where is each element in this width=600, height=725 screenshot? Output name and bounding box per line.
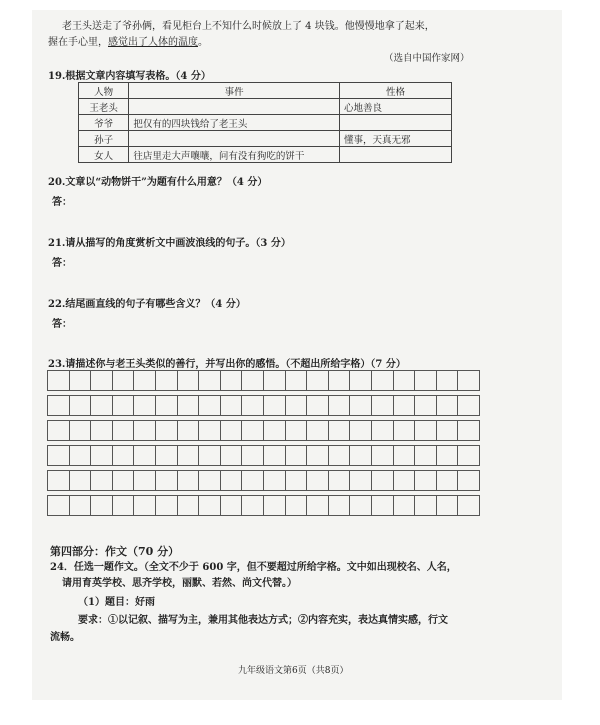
table-row bbox=[79, 99, 452, 115]
grid-cell[interactable] bbox=[393, 495, 416, 516]
grid-cell[interactable] bbox=[155, 445, 178, 466]
grid-cell[interactable] bbox=[69, 420, 92, 441]
grid-cell[interactable] bbox=[263, 370, 286, 391]
grid-cell[interactable] bbox=[69, 495, 92, 516]
grid-cell[interactable] bbox=[393, 420, 416, 441]
grid-cell[interactable] bbox=[133, 420, 156, 441]
page-footer: 九年级语文第6页（共8页） bbox=[238, 666, 349, 676]
grid-cell[interactable] bbox=[371, 445, 394, 466]
essay-topic: （1）题目：好雨 bbox=[78, 597, 155, 608]
grid-cell[interactable] bbox=[241, 495, 264, 516]
q20-answer-label[interactable]: 答： bbox=[52, 197, 72, 208]
table-row bbox=[79, 115, 452, 131]
grid-cell[interactable] bbox=[47, 445, 70, 466]
grid-cell[interactable] bbox=[220, 420, 243, 441]
grid-cell[interactable] bbox=[241, 445, 264, 466]
q22-answer-label[interactable]: 答： bbox=[52, 319, 72, 330]
grid-cell[interactable] bbox=[177, 395, 200, 416]
grid-cell[interactable] bbox=[69, 395, 92, 416]
grid-cell[interactable] bbox=[198, 395, 221, 416]
grid-cell[interactable] bbox=[112, 445, 135, 466]
grid-cell[interactable] bbox=[47, 470, 70, 491]
grid-cell[interactable] bbox=[436, 470, 459, 491]
grid-cell[interactable] bbox=[220, 445, 243, 466]
grid-cell[interactable] bbox=[198, 420, 221, 441]
grid-cell[interactable] bbox=[414, 495, 437, 516]
table-cell-blank[interactable] bbox=[339, 147, 451, 163]
grid-cell[interactable] bbox=[436, 370, 459, 391]
requirement-line-2: 流畅。 bbox=[50, 632, 80, 643]
grid-cell[interactable] bbox=[90, 395, 113, 416]
grid-cell[interactable] bbox=[241, 470, 264, 491]
underlined-sentence: 感觉出了人体的温度 bbox=[108, 37, 198, 48]
grid-cell[interactable] bbox=[263, 495, 286, 516]
grid-cell[interactable] bbox=[371, 395, 394, 416]
table-header: 性格 bbox=[339, 83, 451, 99]
table-cell-blank[interactable] bbox=[129, 131, 340, 147]
passage-source: （选自中国作家网） bbox=[384, 53, 470, 64]
grid-cell[interactable] bbox=[457, 370, 480, 391]
grid-cell[interactable] bbox=[47, 395, 70, 416]
grid-cell[interactable] bbox=[306, 420, 329, 441]
q23-title: 23.请描述你与老王头类似的善行，并写出你的感悟。（不超出所给字格）（7 分） bbox=[48, 359, 406, 370]
grid-cell[interactable] bbox=[393, 395, 416, 416]
grid-cell[interactable] bbox=[328, 470, 351, 491]
grid-cell[interactable] bbox=[371, 495, 394, 516]
grid-cell[interactable] bbox=[90, 495, 113, 516]
table-cell: 懂事，天真无邪 bbox=[339, 131, 451, 147]
grid-cell[interactable] bbox=[371, 420, 394, 441]
grid-cell[interactable] bbox=[285, 495, 308, 516]
table-header-row bbox=[79, 83, 452, 99]
grid-cell[interactable] bbox=[349, 445, 372, 466]
grid-cell[interactable] bbox=[177, 445, 200, 466]
grid-cell[interactable] bbox=[393, 470, 416, 491]
table-header: 人物 bbox=[79, 83, 129, 99]
grid-cell[interactable] bbox=[414, 470, 437, 491]
grid-cell[interactable] bbox=[306, 445, 329, 466]
table-cell: 爷爷 bbox=[79, 115, 129, 131]
grid-cell[interactable] bbox=[328, 495, 351, 516]
grid-cell[interactable] bbox=[349, 370, 372, 391]
grid-cell[interactable] bbox=[69, 445, 92, 466]
grid-cell[interactable] bbox=[371, 470, 394, 491]
passage-line-2-prefix: 握在手心里， bbox=[48, 37, 108, 48]
table-cell-blank[interactable] bbox=[129, 99, 340, 115]
grid-cell[interactable] bbox=[414, 370, 437, 391]
grid-cell[interactable] bbox=[112, 370, 135, 391]
grid-cell[interactable] bbox=[90, 470, 113, 491]
grid-cell[interactable] bbox=[263, 395, 286, 416]
part4-title: 第四部分：作文（70 分） bbox=[50, 545, 180, 558]
grid-cell[interactable] bbox=[457, 420, 480, 441]
grid-cell[interactable] bbox=[198, 445, 221, 466]
grid-cell[interactable] bbox=[263, 420, 286, 441]
table-cell: 把仅有的四块钱给了老王头 bbox=[129, 115, 340, 131]
grid-cell[interactable] bbox=[349, 420, 372, 441]
grid-cell[interactable] bbox=[133, 445, 156, 466]
grid-cell[interactable] bbox=[220, 395, 243, 416]
grid-cell[interactable] bbox=[328, 445, 351, 466]
grid-cell[interactable] bbox=[47, 420, 70, 441]
grid-cell[interactable] bbox=[177, 370, 200, 391]
grid-cell[interactable] bbox=[220, 370, 243, 391]
grid-cell[interactable] bbox=[177, 470, 200, 491]
table-header: 事件 bbox=[129, 83, 340, 99]
grid-cell[interactable] bbox=[220, 470, 243, 491]
q22-title: 22.结尾画直线的句子有哪些含义？（4 分） bbox=[48, 299, 246, 310]
grid-cell[interactable] bbox=[69, 370, 92, 391]
grid-cell[interactable] bbox=[133, 495, 156, 516]
q21-answer-label[interactable]: 答： bbox=[52, 258, 72, 269]
requirement-line-1: 要求：①以记叙、描写为主，兼用其他表达方式；②内容充实，表达真情实感，行文 bbox=[78, 615, 448, 626]
grid-cell[interactable] bbox=[198, 370, 221, 391]
grid-cell[interactable] bbox=[112, 495, 135, 516]
grid-cell[interactable] bbox=[90, 370, 113, 391]
grid-cell[interactable] bbox=[241, 370, 264, 391]
q24-line-2: 请用育英学校、思齐学校，丽默、若然、尚文代替。） bbox=[62, 578, 297, 589]
grid-cell[interactable] bbox=[457, 495, 480, 516]
table-row bbox=[79, 131, 452, 147]
grid-cell[interactable] bbox=[306, 495, 329, 516]
grid-cell[interactable] bbox=[112, 395, 135, 416]
grid-cell[interactable] bbox=[457, 395, 480, 416]
grid-cell[interactable] bbox=[371, 370, 394, 391]
grid-cell[interactable] bbox=[328, 420, 351, 441]
writing-grid[interactable] bbox=[48, 370, 480, 516]
grid-cell[interactable] bbox=[47, 370, 70, 391]
table-cell: 往店里走大声嚷嚷，问有没有狗吃的饼干 bbox=[129, 147, 340, 163]
grid-cell[interactable] bbox=[112, 470, 135, 491]
grid-cell[interactable] bbox=[285, 420, 308, 441]
q24-line-1: 24．任选一题作文。（全文不少于 600 字，但不要超过所给字格。文中如出现校名、人名， bbox=[50, 562, 457, 573]
grid-cell[interactable] bbox=[198, 495, 221, 516]
grid-cell[interactable] bbox=[349, 495, 372, 516]
q19-title: 19.根据文章内容填写表格。（4 分） bbox=[48, 71, 211, 82]
grid-cell[interactable] bbox=[241, 395, 264, 416]
passage-line-1: 老王头送走了爷孙俩，看见柜台上不知什么时候放上了 4 块钱。他慢慢地拿了起来， bbox=[62, 21, 435, 32]
grid-cell[interactable] bbox=[393, 445, 416, 466]
table-cell: 女人 bbox=[79, 147, 129, 163]
grid-cell[interactable] bbox=[155, 495, 178, 516]
grid-cell[interactable] bbox=[436, 395, 459, 416]
grid-cell[interactable] bbox=[457, 445, 480, 466]
table-row bbox=[79, 147, 452, 163]
grid-cell[interactable] bbox=[436, 420, 459, 441]
grid-cell[interactable] bbox=[177, 495, 200, 516]
grid-cell[interactable] bbox=[133, 395, 156, 416]
table-cell-blank[interactable] bbox=[339, 115, 451, 131]
table-cell: 王老头 bbox=[79, 99, 129, 115]
grid-cell[interactable] bbox=[414, 445, 437, 466]
passage-line-2 bbox=[48, 36, 208, 50]
grid-cell[interactable] bbox=[414, 420, 437, 441]
grid-cell[interactable] bbox=[112, 420, 135, 441]
grid-cell[interactable] bbox=[155, 470, 178, 491]
grid-cell[interactable] bbox=[349, 395, 372, 416]
passage-line-2-suffix: 。 bbox=[198, 37, 208, 48]
grid-cell[interactable] bbox=[133, 470, 156, 491]
q20-title: 20.文章以“动物饼干”为题有什么用意？（4 分） bbox=[48, 177, 268, 188]
grid-cell[interactable] bbox=[155, 395, 178, 416]
table-cell: 孙子 bbox=[79, 131, 129, 147]
grid-cell[interactable] bbox=[263, 445, 286, 466]
grid-cell[interactable] bbox=[177, 420, 200, 441]
grid-cell[interactable] bbox=[69, 470, 92, 491]
grid-cell[interactable] bbox=[220, 495, 243, 516]
grid-cell[interactable] bbox=[133, 370, 156, 391]
grid-cell[interactable] bbox=[285, 470, 308, 491]
grid-cell[interactable] bbox=[155, 370, 178, 391]
grid-cell[interactable] bbox=[306, 395, 329, 416]
grid-cell[interactable] bbox=[414, 395, 437, 416]
grid-cell[interactable] bbox=[328, 370, 351, 391]
grid-cell[interactable] bbox=[90, 420, 113, 441]
grid-cell[interactable] bbox=[47, 495, 70, 516]
grid-cell[interactable] bbox=[285, 370, 308, 391]
grid-cell[interactable] bbox=[285, 445, 308, 466]
grid-cell[interactable] bbox=[198, 470, 221, 491]
grid-cell[interactable] bbox=[328, 395, 351, 416]
grid-cell[interactable] bbox=[457, 470, 480, 491]
table-cell: 心地善良 bbox=[339, 99, 451, 115]
grid-cell[interactable] bbox=[285, 395, 308, 416]
grid-cell[interactable] bbox=[393, 370, 416, 391]
character-table bbox=[78, 82, 452, 163]
grid-cell[interactable] bbox=[155, 420, 178, 441]
q21-title: 21.请从描写的角度赏析文中画波浪线的句子。（3 分） bbox=[48, 238, 291, 249]
grid-cell[interactable] bbox=[306, 370, 329, 391]
grid-cell[interactable] bbox=[241, 420, 264, 441]
grid-cell[interactable] bbox=[90, 445, 113, 466]
grid-cell[interactable] bbox=[306, 470, 329, 491]
grid-cell[interactable] bbox=[263, 470, 286, 491]
grid-cell[interactable] bbox=[436, 445, 459, 466]
grid-cell[interactable] bbox=[349, 470, 372, 491]
grid-cell[interactable] bbox=[436, 495, 459, 516]
